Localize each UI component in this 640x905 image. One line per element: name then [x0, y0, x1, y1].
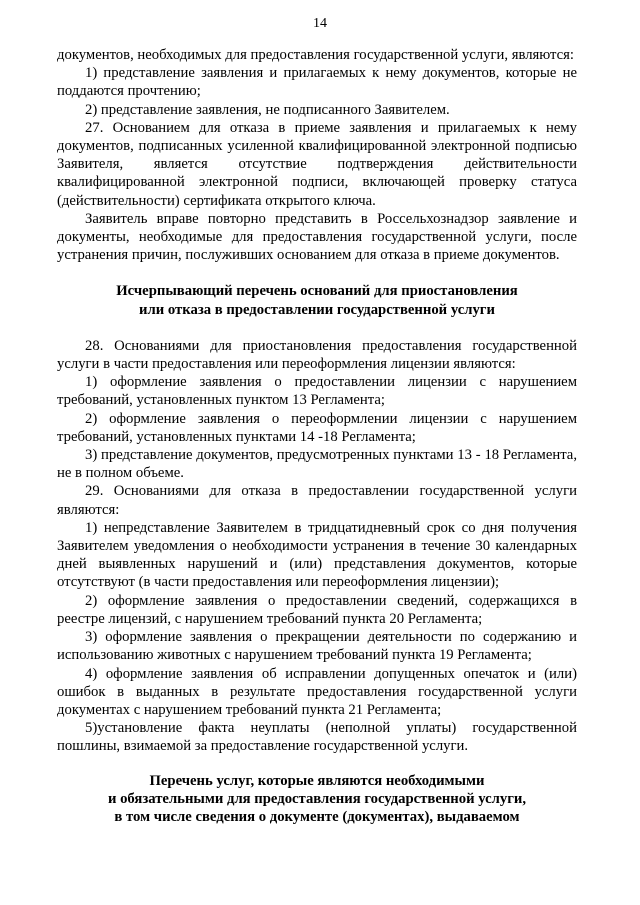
page-number: 14	[313, 16, 327, 31]
paragraph-29-item-2: 2) оформление заявления о предоставлении сведений, содержащихся в реестре лицензий, с нарушением требований пункта 20 Регламента;	[57, 592, 577, 627]
section-heading-suspension	[57, 282, 577, 318]
heading-line: или отказа в предоставлении государственной услуги	[139, 301, 495, 318]
paragraph-29: 29. Основаниями для отказа в предоставлении государственной услуги являются:	[57, 483, 577, 518]
paragraph-29-item-1: 1) непредставление Заявителем в тридцатидневный срок со дня получения Заявителем уведомления о необходимости устранения в течение 30 календарных дней выявленных нарушений и (или) представления документов, которые отсутствуют (в части предоставления или переоформления лицензии);	[57, 519, 577, 591]
heading-line: Перечень услуг, которые являются необходимыми	[149, 772, 485, 789]
list-item-1: 1) представление заявления и прилагаемых к нему документов, которые не поддаются прочтению;	[57, 65, 577, 100]
paragraph-28-item-2: 2) оформление заявления о переоформлении лицензии с нарушением требований, установленных пунктами 14 -18 Регламента;	[57, 410, 577, 445]
paragraph-29-item-5: 5)установление факта неуплаты (неполной уплаты) государственной пошлины, взимаемой за предоставление государственной услуги.	[57, 720, 577, 755]
paragraph-28-item-3: 3) представление документов, предусмотренных пунктами 13 - 18 Регламента, не в полном объеме.	[57, 447, 577, 482]
paragraph-resubmit: Заявитель вправе повторно представить в Россельхознадзор заявление и документы, необходимые для предоставления государственной услуги, после устранения причин, послуживших основанием для отказа в приеме документов.	[57, 210, 577, 264]
heading-line: Исчерпывающий перечень оснований для приостановления	[116, 283, 518, 300]
section-heading-services	[57, 772, 577, 827]
body-text	[57, 46, 577, 826]
list-item-2: 2) представление заявления, не подписанного Заявителем.	[85, 101, 450, 118]
paragraph-28-item-1: 1) оформление заявления о предоставлении лицензии с нарушением требований, установленных пунктом 13 Регламента;	[57, 374, 577, 409]
paragraph-29-item-4: 4) оформление заявления об исправлении допущенных опечаток и (или) ошибок в выданных в результате предоставления государственной услуги документах с нарушением требований пункта 21 Регламента;	[57, 665, 577, 718]
paragraph-27: 27. Основанием для отказа в приеме заявления и прилагаемых к нему документов, подписанных усиленной квалифицированной электронной подписью Заявителя, является отсутствие подтверждения действительности квалифицированной электронной подписи, включающей проверку статуса (действительности) сертификата открытого ключа.	[57, 119, 577, 209]
paragraph-28: 28. Основаниями для приостановления предоставления государственной услуги в части предоставления или переоформления лицензии являются:	[57, 337, 577, 373]
paragraph-29-item-3: 3) оформление заявления о прекращении деятельности по содержанию и использованию животных с нарушением требований пункта 19 Регламента;	[57, 629, 577, 664]
heading-line: и обязательными для предоставления государственной услуги,	[107, 790, 527, 807]
heading-line: в том числе сведения о документе (документах), выдаваемом	[114, 808, 520, 825]
paragraph-intro: документов, необходимых для предоставления государственной услуги, являются:	[57, 47, 575, 63]
